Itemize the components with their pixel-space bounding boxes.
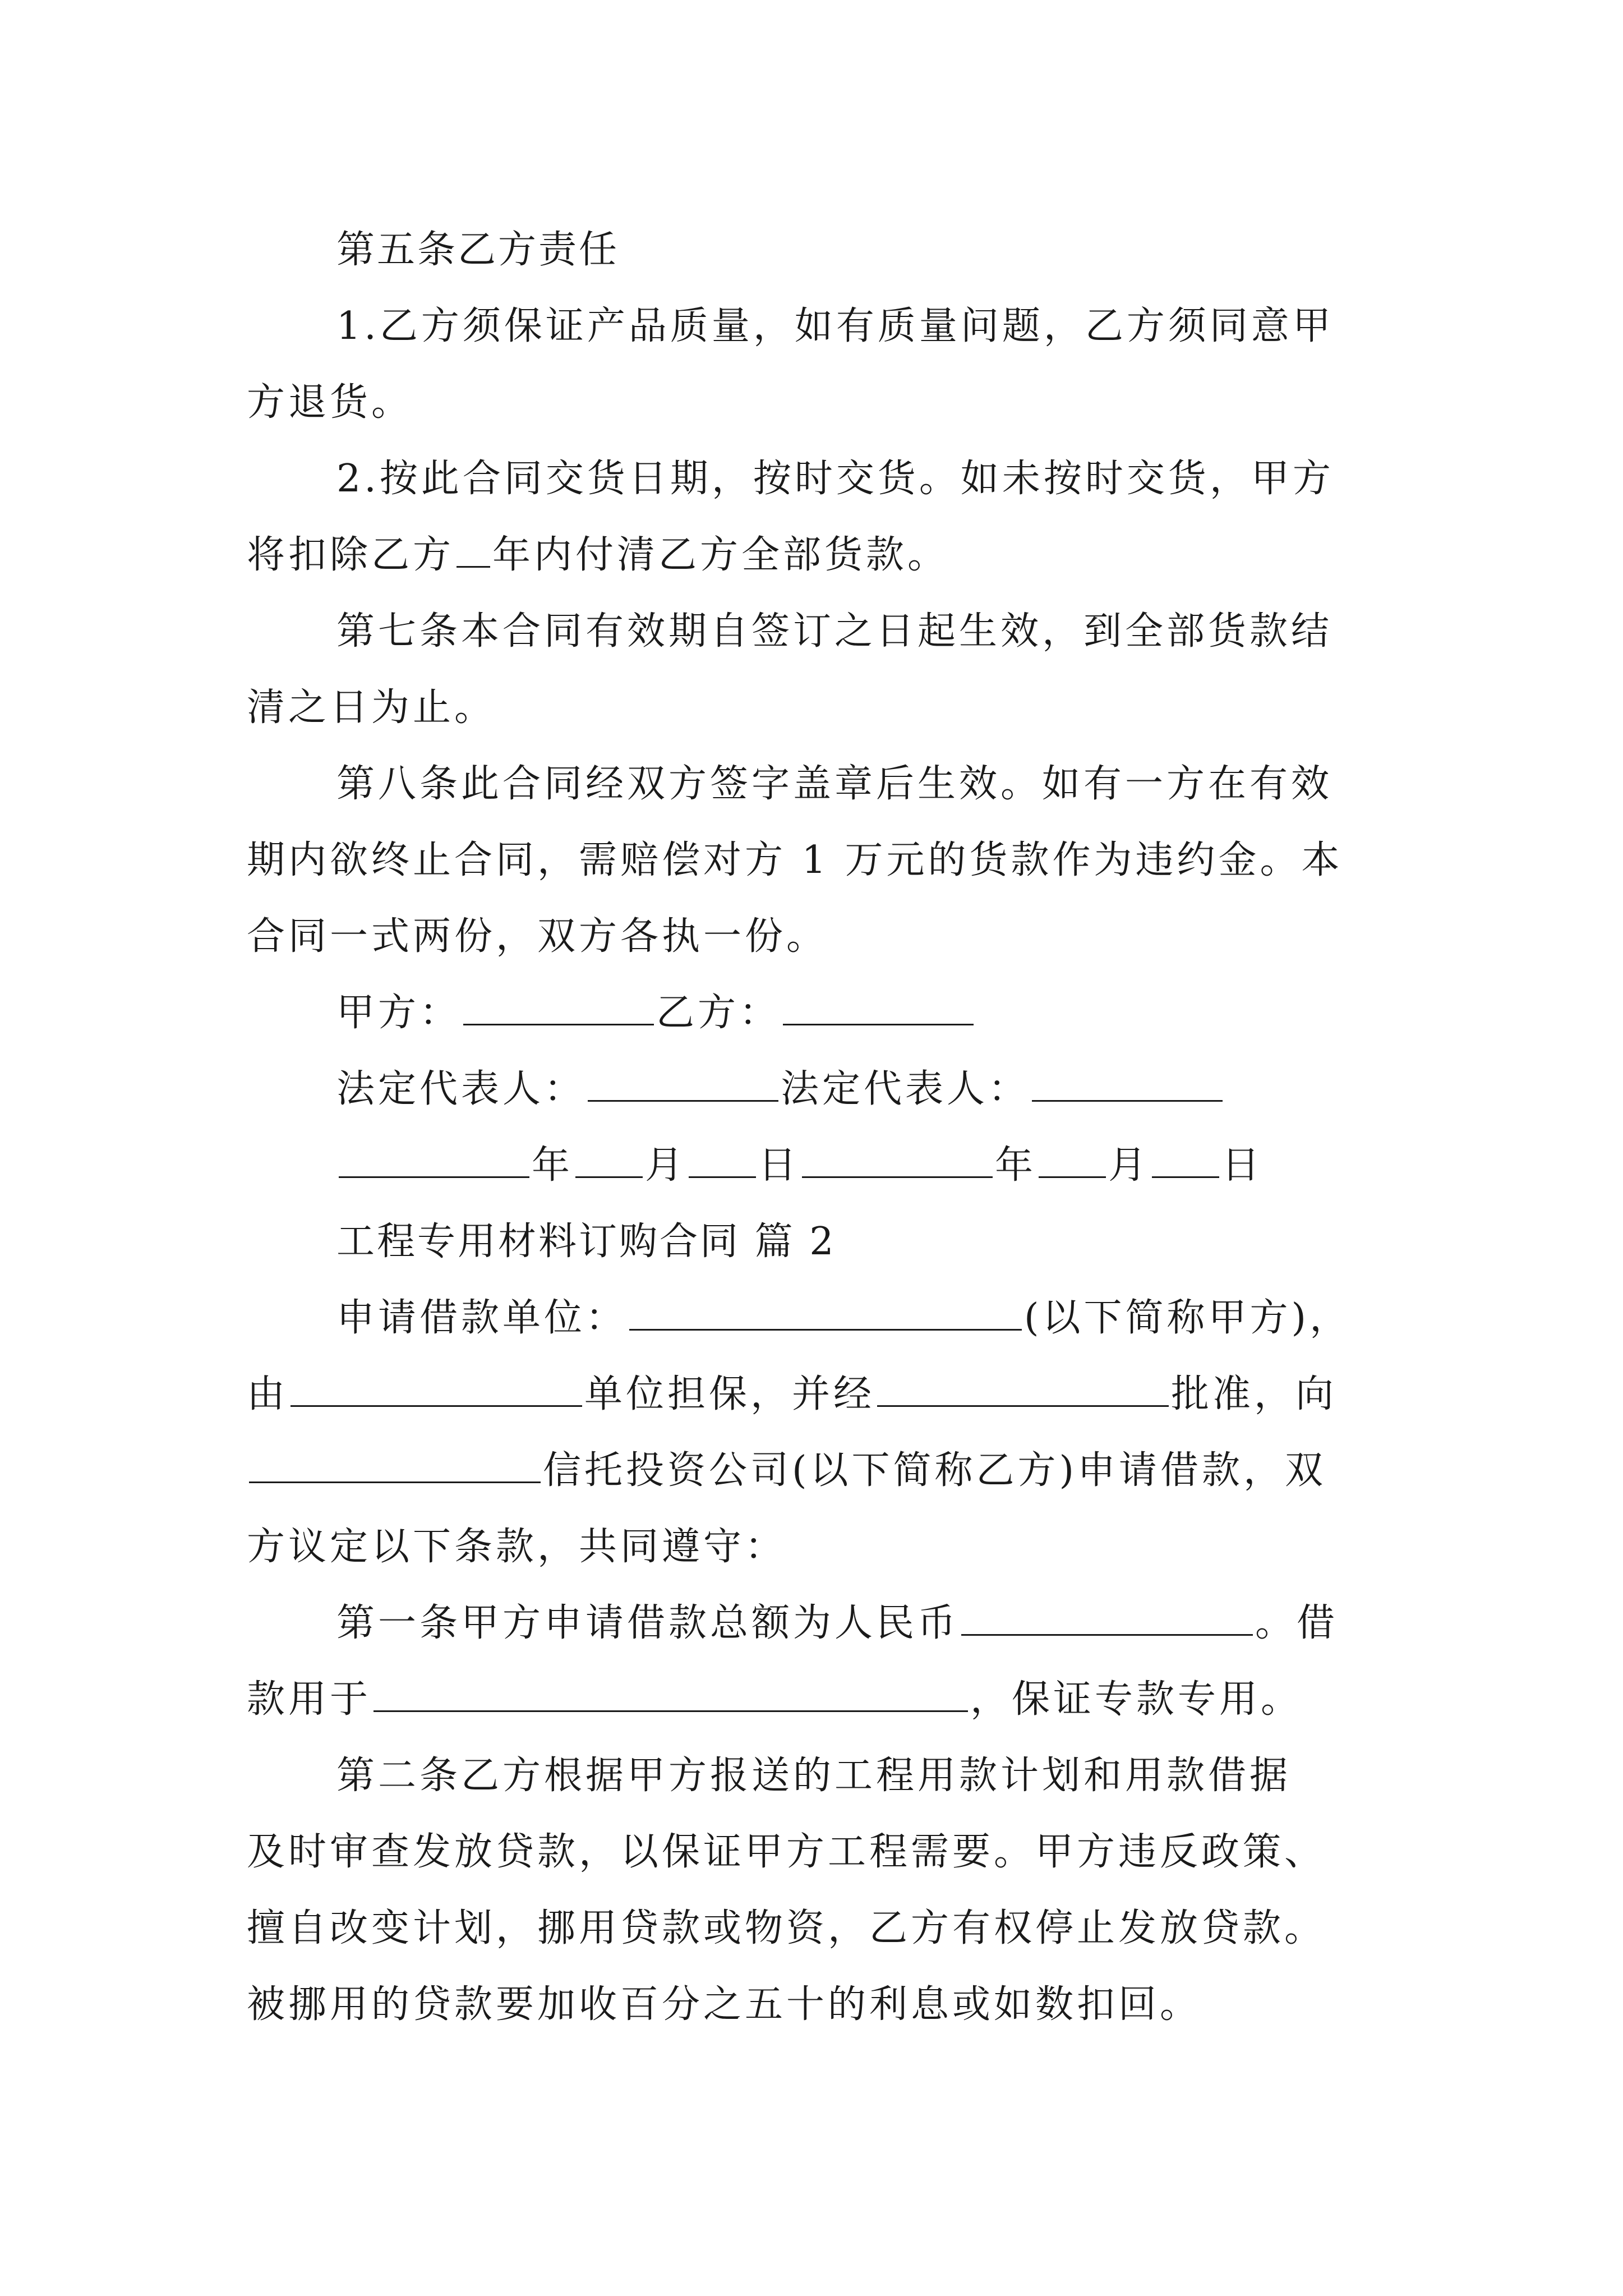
paragraph-line: 方退货。 (247, 380, 413, 425)
party-a-label: 甲方： (336, 991, 462, 1035)
party-b-label: 乙方： (656, 991, 781, 1035)
paragraph-line (247, 517, 1398, 593)
year-blank[interactable] (339, 1144, 529, 1178)
purpose-line (247, 1662, 1398, 1738)
date-line (247, 1128, 1398, 1204)
trust-company-blank[interactable] (249, 1449, 541, 1483)
paragraph-line: 合同一式两份，双方各执一份。 (247, 914, 828, 959)
month-blank[interactable] (1039, 1144, 1106, 1178)
year-blank[interactable] (802, 1144, 993, 1178)
day-label: 日 (1221, 1143, 1264, 1188)
fill-blank[interactable] (457, 533, 490, 568)
text-segment: 第一条甲方申请借款总额为人民币 (336, 1601, 960, 1645)
day-label: 日 (758, 1143, 800, 1188)
article-1-line (247, 1585, 1398, 1662)
signature-parties-line (247, 975, 1398, 1051)
rep-b-blank[interactable] (1032, 1068, 1223, 1102)
approver-blank[interactable] (877, 1373, 1169, 1407)
party-a-blank[interactable] (463, 991, 654, 1025)
text-segment: 申请借款单位： (336, 1296, 628, 1340)
paragraph-line: 1.乙方须保证产品质量，如有质量问题，乙方须同意甲 (336, 304, 1334, 348)
paragraph-line: 2.按此合同交货日期，按时交货。如未按时交货，甲方 (336, 457, 1334, 501)
text-segment: ，保证专款专用。 (970, 1677, 1303, 1722)
applicant-blank[interactable] (629, 1296, 1022, 1331)
applicant-line (247, 1280, 1398, 1356)
article-8-line: 第八条此合同经双方签字盖章后生效。如有一方在有效 (336, 762, 1333, 806)
text-segment: (以下简称甲方)， (1024, 1296, 1352, 1340)
month-label: 月 (1108, 1143, 1150, 1188)
paragraph-line: 被挪用的贷款要加收百分之五十的利息或如数扣回。 (247, 1982, 1202, 2027)
article-2-line: 第二条乙方根据甲方报送的工程用款计划和用款借据 (336, 1754, 1292, 1798)
document-body (247, 212, 1398, 2043)
text-segment: 。借 (1255, 1601, 1339, 1645)
text-segment: 信托投资公司(以下简称乙方)申请借款，双 (543, 1448, 1327, 1493)
text-segment: 单位担保，并经 (584, 1372, 875, 1416)
rep-b-label: 法定代表人： (781, 1067, 1030, 1111)
text-segment: 将扣除乙方 (247, 533, 455, 577)
text-segment: 由 (247, 1372, 289, 1416)
paragraph-line: 擅自改变计划，挪用贷款或物资，乙方有权停止发放贷款。 (247, 1906, 1326, 1950)
day-blank[interactable] (1152, 1144, 1219, 1178)
guarantor-line (247, 1356, 1398, 1433)
rep-a-blank[interactable] (588, 1068, 778, 1102)
paragraph-line: 方议定以下条款，共同遵守： (247, 1525, 787, 1569)
article-7-line: 第七条本合同有效期自签订之日起生效，到全部货款结 (336, 609, 1333, 654)
section-title: 工程专用材料订购合同 篇 2 (336, 1220, 836, 1264)
article-5-heading: 第五条乙方责任 (336, 228, 620, 272)
year-label: 年 (532, 1143, 574, 1188)
purpose-blank[interactable] (374, 1678, 968, 1712)
party-b-blank[interactable] (783, 991, 974, 1025)
year-label: 年 (995, 1143, 1037, 1188)
paragraph-line: 清之日为止。 (247, 685, 496, 730)
rep-a-label: 法定代表人： (336, 1067, 586, 1111)
trust-company-line (247, 1433, 1398, 1509)
month-label: 月 (645, 1143, 687, 1188)
amount-blank[interactable] (961, 1602, 1253, 1636)
paragraph-line: 期内欲终止合同，需赔偿对方 1 万元的货款作为违约金。本 (247, 838, 1343, 882)
text-segment: 款用于 (247, 1677, 372, 1722)
legal-representative-line (247, 1051, 1398, 1128)
text-segment: 年内付清乙方全部货款。 (492, 533, 949, 577)
day-blank[interactable] (689, 1144, 756, 1178)
guarantor-blank[interactable] (291, 1373, 582, 1407)
paragraph-line: 及时审查发放贷款，以保证甲方工程需要。甲方违反政策、 (247, 1830, 1326, 1874)
month-blank[interactable] (575, 1144, 643, 1178)
text-segment: 批准，向 (1171, 1372, 1338, 1416)
